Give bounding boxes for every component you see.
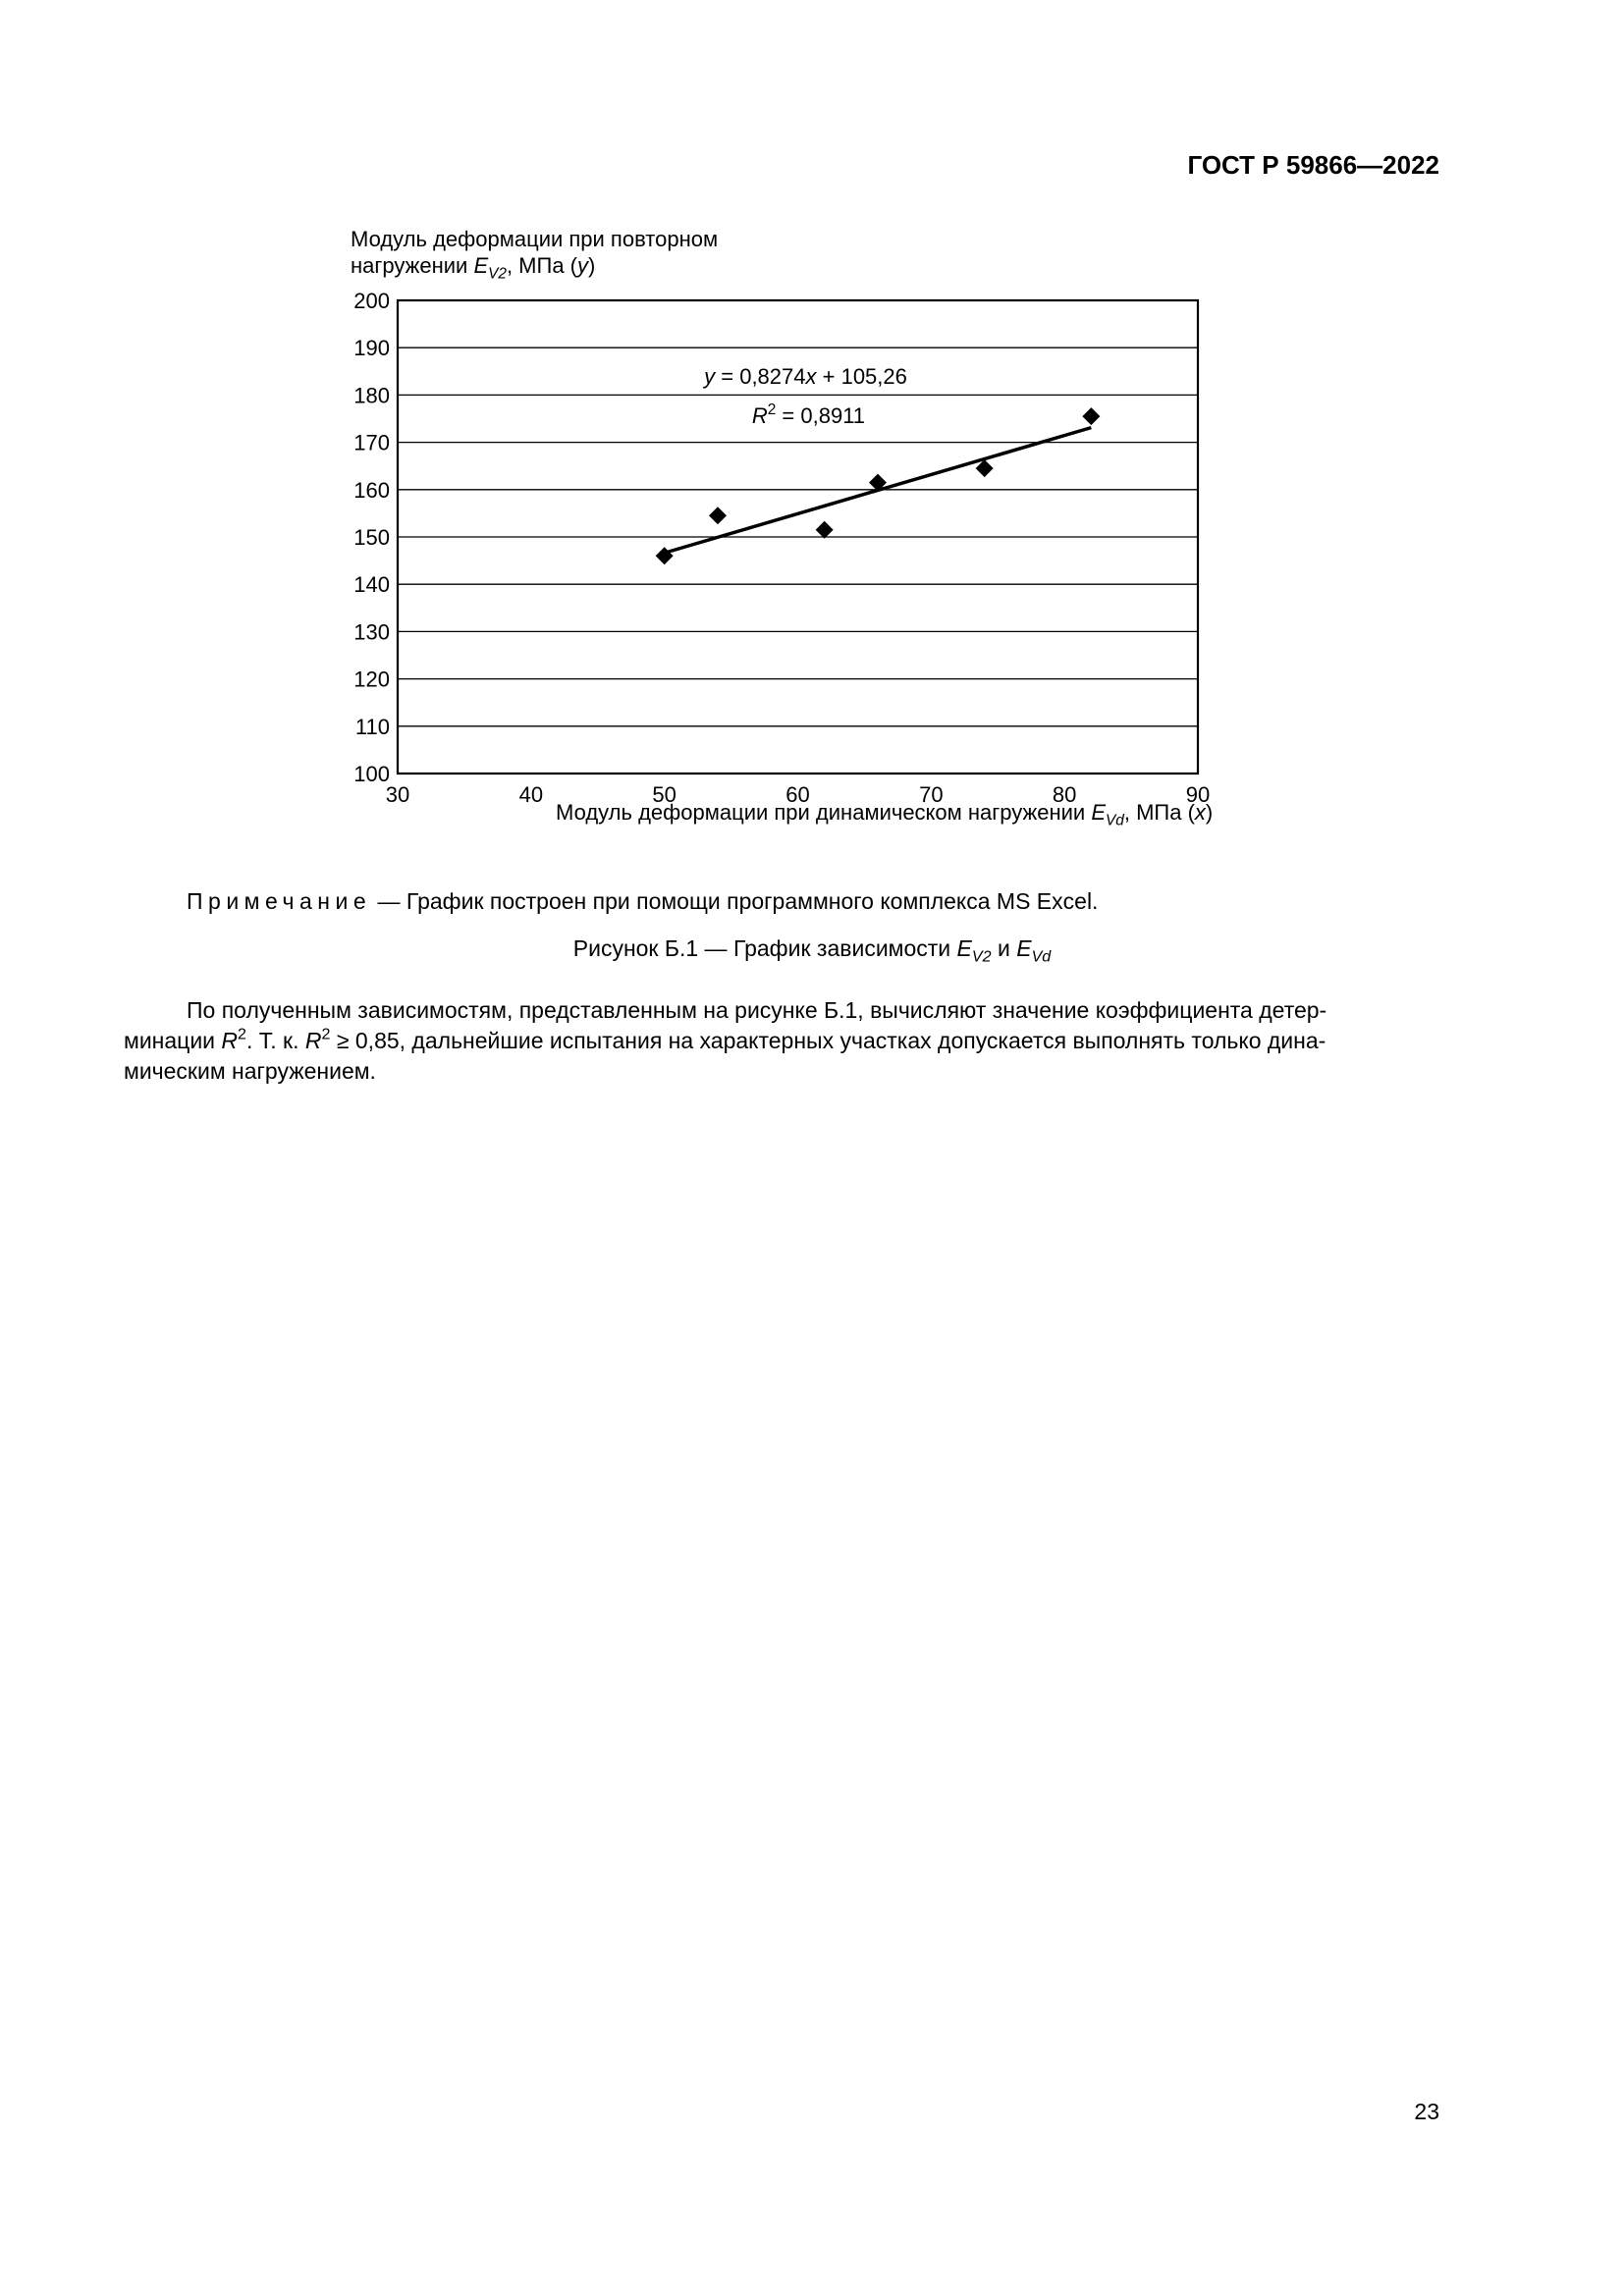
x-tick-label: 80: [1052, 782, 1077, 807]
figure-caption: Рисунок Б.1 — График зависимости $E_{V2}$ и $E_{Vd}$: [572, 935, 1052, 966]
y-tick-label: 120: [353, 667, 390, 692]
page-number: 23: [1414, 2099, 1439, 2124]
x-tick-label: 50: [652, 782, 677, 807]
data-point: [1082, 407, 1100, 425]
x-tick-label: 60: [785, 782, 810, 807]
data-point: [709, 507, 727, 524]
paragraph-line-3: мическим нагружением.: [124, 1058, 376, 1084]
y-tick-label: 160: [353, 477, 390, 503]
y-tick-label: 110: [354, 714, 390, 739]
y-tick-label: 150: [353, 525, 390, 550]
y-tick-label: 180: [353, 383, 390, 408]
y-tick-label: 130: [353, 619, 390, 645]
x-tick-label: 30: [385, 782, 410, 807]
r-squared-label: $R^2 = 0,8911$: [751, 400, 866, 428]
y-tick-label: 100: [353, 762, 390, 786]
x-tick-label: 90: [1185, 782, 1211, 807]
body-paragraph: [124, 995, 1437, 1087]
figure-note: [187, 888, 1098, 915]
y-tick-label: 170: [353, 430, 390, 455]
note-text: — График построен при помощи программного комплекса MS Excel.: [371, 888, 1099, 914]
data-point: [816, 521, 834, 539]
x-axis-label: Модуль деформации при динамическом нагружении $E_{Vd}$, МПа (x): [556, 800, 1214, 829]
y-tick-label: 190: [353, 336, 390, 361]
y-tick-label: 140: [353, 572, 390, 598]
paragraph-line-1: По полученным зависимостям, представленным на рисунке Б.1, вычисляют значение коэффициента детер-: [187, 997, 1327, 1023]
x-tick-label: 40: [518, 782, 544, 807]
paragraph-line-2: минации $R^2$. Т. к. $R^2 \ge 0,85$, дальнейшие испытания на характерных участках допускается выполнять только дина-: [124, 1025, 1326, 1053]
note-label: Примечание: [187, 888, 372, 914]
trendline-equation: y = 0,8274x + 105,26: [704, 364, 907, 389]
y-axis-label-line1: Модуль деформации при повторном: [351, 227, 719, 251]
scatter-chart: [0, 0, 1624, 883]
y-axis-label-line2: нагружении $E_{V2}$, МПа (y): [351, 253, 596, 283]
document-id: ГОСТ Р 59866—2022: [1187, 150, 1439, 180]
x-tick-label: 70: [919, 782, 944, 807]
y-tick-label: 200: [353, 289, 390, 313]
